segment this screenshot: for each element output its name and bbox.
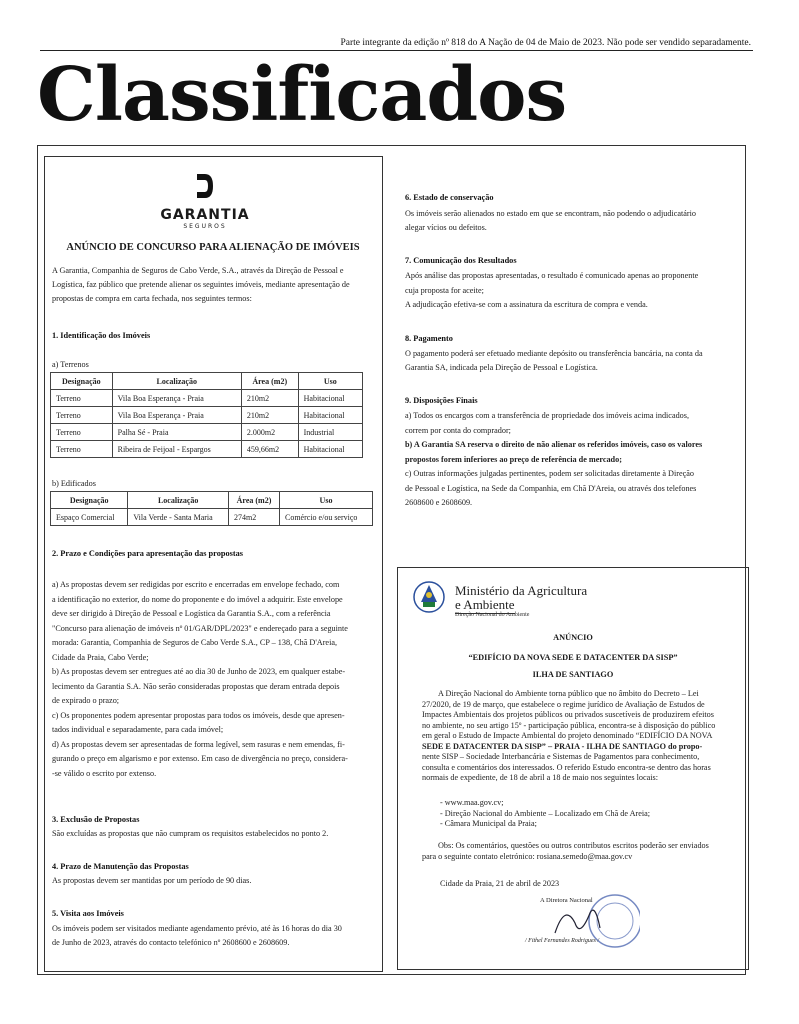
ministerio-body [422,689,732,784]
column-header: Localização [128,492,229,509]
garantia-logo-icon [195,172,215,200]
column-header: Uso [280,492,373,509]
locations-list [440,798,730,830]
table-row [51,509,373,526]
text-line: deve ser dirigido à Direção de Pessoal e Logística da Garantia S.A., com a referência [52,609,331,618]
coat-of-arms-icon [413,580,445,614]
text-line: c) Outras informações julgadas pertinentes, podem ser solicitadas diretamente à Direção [405,469,694,478]
section-2-text [52,578,374,781]
obs-text [422,841,732,862]
section-7-text [405,269,743,313]
text-line: d) As propostas devem ser apresentadas de forma legível, sem rasuras e nem emendas, fi- [52,739,345,749]
signature-block [525,883,640,958]
text-line: lecimento da Garantia S.A. Não serão consideradas propostas que deram entrada depois [52,681,340,691]
intro-line: propostas de compra em carta fechada, nos seguintes termos: [52,294,252,303]
ministry-name-line2: e Ambiente [455,597,515,612]
table-cell: Comércio e/ou serviço [280,509,373,526]
table-cell: Vila Boa Esperança - Praia [112,407,241,424]
text-line: correm por conta do comprador; [405,425,511,435]
table-cell: 210m2 [241,407,298,424]
column-header: Designação [51,373,113,390]
text-line: cuja proposta for aceite; [405,285,484,295]
table-cell: Habitacional [298,390,362,407]
table-row [51,407,363,424]
table-cell: Palha Sé - Praia [112,424,241,441]
text-line: c) Os proponentes podem apresentar propostas para todos os imóveis, desde que apresen- [52,710,345,720]
section-5-heading: 5. Visita aos Imóveis [52,909,124,918]
section-8-text [405,347,743,375]
edificados-label: b) Edificados [52,479,96,488]
table-cell: Vila Verde - Santa Maria [128,509,229,526]
text-line: Os imóveis podem ser visitados mediante agendamento prévio, até às 16 horas do dia 30 [52,924,342,933]
table-cell: 210m2 [241,390,298,407]
text-line: normais de expediente, de 18 de abril a 18 de maio nos seguintes locais: [422,773,659,782]
text-line: nente SISP – Sociedade Interbancária e Sistemas de Pagamentos para conhecimento, [422,752,700,761]
text-line: de Junho de 2023, através do contacto telefónico nº 2608600 e 2608609. [52,938,290,947]
text-line: morada: Garantia, Companhia de Seguros de Cabo Verde S.A., CP – 138, Chã D'Areia, [52,638,338,647]
text-line: tados individual e separadamente, para cada imóvel; [52,725,224,734]
text-line: b) As propostas devem ser entregues até ao dia 30 de Junho de 2023, em qualquer estabe- [52,667,346,676]
logo-name: GARANTIA [160,207,250,223]
text-line: propostos forem inferiores ao preço de referência de mercado; [405,454,622,464]
section-3-heading: 3. Exclusão de Propostas [52,815,140,824]
date-place: Cidade da Praia, 21 de abril de 2023 [440,879,560,888]
section-7-heading: 7. Comunicação dos Resultados [405,256,517,265]
top-rule [40,50,753,51]
table-row [51,424,363,441]
island-name: ILHA DE SANTIAGO [532,670,614,679]
text-line: O pagamento poderá ser efetuado mediante depósito ou transferência bancária, na conta da [405,349,703,358]
table-cell: Espaço Comercial [51,509,128,526]
table-cell: Terreno [51,424,113,441]
table-cell: Terreno [51,390,113,407]
list-item: - Direção Nacional do Ambiente – Localizado em Chã de Areia; [440,808,651,818]
section-4-text: As propostas devem ser mantidas por um período de 90 dias. [52,876,252,885]
text-line: Impactes Ambientais dos projetos públicos ou privados suscetíveis de produzirem efeitos [422,710,714,719]
terrenos-label: a) Terrenos [52,360,89,369]
table-row [51,390,363,407]
text-line: b) A Garantia SA reserva o direito de não alienar os referidos imóveis, caso os valores [405,440,703,449]
section-5-text [52,922,374,950]
table-cell: Ribeira de Feijoal - Espargos [112,441,241,458]
text-line: Garantia SA, indicada pela Direção de Pessoal e Logística. [405,363,598,372]
text-line: no ambiente, no seu artigo 15º - participação pública, encontra-se à disposição do público [422,720,716,730]
signature-name: / Fithel Fernandes Rodrigues / [525,938,599,944]
text-line: gurando o preço em algarismo e por extenso. Em caso de divergência no preço, considera- [52,754,348,763]
table-cell: Terreno [51,407,113,424]
text-line: Obs: Os comentários, questões ou outros contributos escritos poderão ser enviados [438,841,709,850]
section-2-heading: 2. Prazo e Condições para apresentação das propostas [52,549,243,558]
list-item: - www.maa.gov.cv; [440,798,504,807]
text-line: em geral o Estudo de Impacte Ambiental do projeto denominado “EDIFÍCIO DA NOVA [422,731,713,740]
text-line: SEDE E DATACENTER DA SISP” – PRAIA - ILHA DE SANTIAGO do propo- [422,741,703,751]
table-cell: Vila Boa Esperança - Praia [112,390,241,407]
section-8-heading: 8. Pagamento [405,334,453,343]
table-cell: Terreno [51,441,113,458]
garantia-logo [145,172,265,230]
edition-note: Parte integrante da edição nº 818 do A Nação de 04 de Maio de 2023. Não pode ser vendido separadamente. [340,38,751,48]
text-line: a identificação no exterior, do nome do proponente e do imóvel a adquirir. Este envelope [52,594,343,604]
table-cell: Habitacional [298,441,362,458]
column-header: Área (m2) [241,373,298,390]
text-line: Cidade da Praia, Cabo Verde; [52,652,149,662]
official-stamp-icon [525,883,640,958]
column-header: Uso [298,373,362,390]
text-line: para o seguinte contato eletrónico: rosiana.semedo@maa.gov.cv [422,851,633,861]
intro-text [52,264,372,306]
logo-subtitle: SEGUROS [183,223,227,230]
edificados-table [50,491,373,526]
signature-title: A Diretora Nacional [540,897,593,904]
text-line: 2608600 e 2608609. [405,498,473,507]
terrenos-table [50,372,363,458]
column-header: Área (m2) [229,492,280,509]
section-4-heading: 4. Prazo de Manutenção das Propostas [52,862,189,871]
table-cell: 2.000m2 [241,424,298,441]
intro-line: A Garantia, Companhia de Seguros de Cabo Verde, S.A., através da Direção de Pessoal e [52,266,344,275]
table-header-row [51,373,363,390]
list-item: - Câmara Municipal da Praia; [440,819,537,828]
text-line: a) Todos os encargos com a transferência de propriedade dos imóveis acima indicados, [405,411,689,420]
section-9-heading: 9. Disposições Finais [405,396,478,405]
table-cell: 459,66m2 [241,441,298,458]
project-title: “EDIFÍCIO DA NOVA SEDE E DATACENTER DA SISP” [468,653,678,662]
text-line: "Concurso para alienação de imóveis nº 01/GAR/DPL/2023" e endereçado para a seguinte [52,623,348,633]
table-cell: Habitacional [298,407,362,424]
table-cell: Industrial [298,424,362,441]
text-line: -se válido o escrito por extenso. [52,768,157,778]
text-line: a) As propostas devem ser redigidas por escrito e encerradas em envelope fechado, com [52,580,340,589]
section-3-text: São excluídas as propostas que não cumpram os requisitos estabelecidos no ponto 2. [52,829,329,838]
text-line: de Pessoal e Logística, na Sede da Companhia, em Chã D'Areia, ou através dos telefones [405,483,697,493]
text-line: Após análise das propostas apresentadas, o resultado é comunicado apenas ao proponente [405,271,699,280]
masthead: Classificados [37,52,567,138]
text-line: de expirado o prazo; [52,696,120,705]
text-line: A adjudicação efetiva-se com a assinatura da escritura de compra e venda. [405,300,648,309]
anuncio-heading: ANÚNCIO [553,633,593,642]
section-6-text [405,207,743,235]
intro-line: Logística, faz público que pretende alienar os seguintes imóveis, mediante apresentação de [52,280,350,289]
ad-title: ANÚNCIO DE CONCURSO PARA ALIENAÇÃO DE IMÓVEIS [66,242,360,253]
text-line: alegar vícios ou defeitos. [405,223,487,232]
table-cell: 274m2 [229,509,280,526]
text-line: Os imóveis serão alienados no estado em que se encontram, não podendo o adjudicatário [405,209,697,218]
text-line: 27/2020, de 19 de março, que estabelece o regime jurídico de Avaliação de Estudos de [422,699,705,709]
section-6-heading: 6. Estado de conservação [405,193,494,202]
column-header: Localização [112,373,241,390]
column-header: Designação [51,492,128,509]
ministry-directorate: Direção Nacional do Ambiente [455,612,530,618]
ministry-name-line1: Ministério da Agricultura [455,583,588,598]
text-line: A Direção Nacional do Ambiente torna público que no âmbito do Decreto – Lei [438,689,699,698]
section-1-heading: 1. Identificação dos Imóveis [52,331,151,340]
section-9-text [405,409,743,511]
table-row [51,441,363,458]
text-line: consulta e comentários dos interessados. O referido Estudo encontra-se dentro das horas [422,762,711,772]
table-header-row [51,492,373,509]
